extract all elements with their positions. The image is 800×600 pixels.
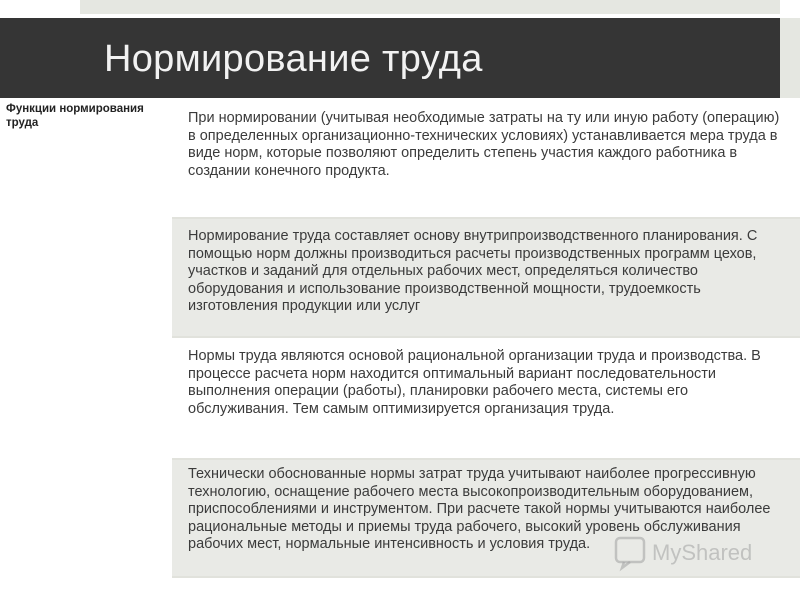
paragraph-4: Технически обоснованные нормы затрат труда учитывают наиболее прогрессивную технологию, оснащение рабочего места высокопроизводительным оборудованием, приспособлениями и инструментом. При расчете такой нормы учитываются наиболее рациональные методы и приемы труда рабочего, высокий уровень обслуживания рабочих мест, нормальные интенсивность и условия труда. bbox=[172, 460, 800, 576]
watermark-logo-icon bbox=[612, 532, 652, 572]
paragraph-2: Нормирование труда составляет основу внутрипроизводственного планирования. С помощью норм должны производиться расчеты производственных программ цехов, участков и заданий для отдельных рабочих мест, определяться количество оборудования и использование производственной мощности, трудоемкость изготовления продукции или услуг bbox=[172, 219, 800, 336]
top-accent-strip bbox=[80, 0, 780, 14]
side-label: Функции нормирования труда bbox=[6, 103, 144, 129]
row-divider bbox=[172, 576, 800, 578]
header-right-accent bbox=[780, 18, 800, 98]
slide-title: Нормирование труда bbox=[104, 38, 483, 80]
paragraph-3: Нормы труда являются основой рациональной организации труда и производства. В процессе расчета норм находится оптимальный вариант последовательности выполнения операции (работы), планировки рабочего места, системы его обслуживания. Тем самым оптимизируется организация труда. bbox=[172, 338, 800, 458]
paragraph-1: При нормировании (учитывая необходимые затраты на ту или иную работу (операцию) в определенных организационно-технических условиях) устанавливается мера труда в виде норм, которые позволяют определить степень участия каждого работника в создании конечного продукта. bbox=[172, 110, 800, 218]
watermark-text: MyShared bbox=[652, 540, 753, 565]
watermark bbox=[612, 532, 782, 572]
